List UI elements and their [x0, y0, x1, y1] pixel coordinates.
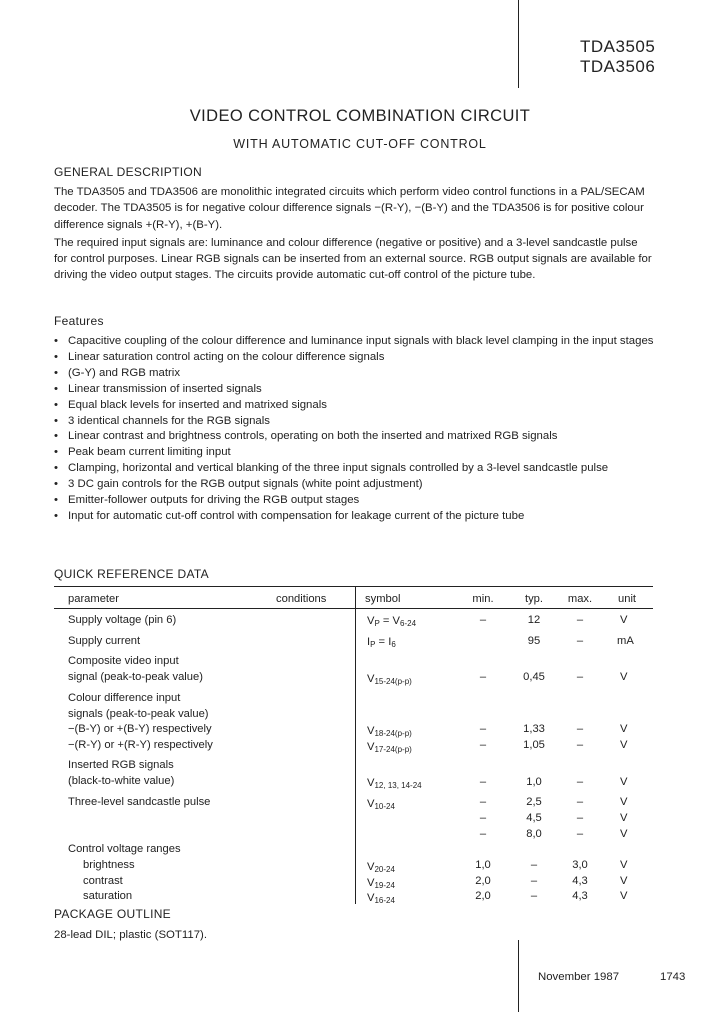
- package-outline-text: 28-lead DIL; plastic (SOT117).: [54, 929, 207, 941]
- column-header: symbol: [365, 593, 401, 605]
- package-outline-heading: PACKAGE OUTLINE: [54, 907, 171, 921]
- max-value: –: [576, 671, 584, 683]
- min-value: –: [479, 796, 487, 808]
- part-number: TDA3505: [580, 37, 656, 56]
- part-number: TDA3506: [580, 57, 656, 76]
- unit-value: V: [620, 875, 628, 887]
- param-contrast: contrast: [83, 875, 123, 887]
- param-sandcastle: Three-level sandcastle pulse: [68, 796, 211, 808]
- unit-value: V: [620, 776, 628, 788]
- min-value: 1,0: [475, 859, 491, 871]
- unit-value: V: [620, 828, 628, 840]
- typ-value: –: [530, 859, 538, 871]
- list-item: • Peak beam current limiting input: [54, 445, 664, 461]
- footer-date: November 1987: [538, 971, 620, 983]
- typ-value: 12: [527, 614, 541, 626]
- param-composite-video-detail: signal (peak-to-peak value): [68, 671, 203, 683]
- description-paragraph: The TDA3505 and TDA3506 are monolithic integrated circuits which perform video control functions in a PAL/SECAM decoder. The TDA3505 is for negative colour difference signals −(R-Y), −(B-Y) and the TDA3506 is for positive colour difference signals +(R-Y), +(B-Y).: [54, 186, 645, 231]
- column-header: min.: [472, 593, 494, 605]
- unit-value: V: [620, 890, 628, 902]
- column-header: unit: [618, 593, 637, 605]
- typ-value: 8,0: [526, 828, 542, 840]
- document-subtitle: WITH AUTOMATIC CUT-OFF CONTROL: [233, 137, 487, 151]
- column-header: conditions: [276, 593, 327, 605]
- typ-value: –: [530, 875, 538, 887]
- table-header-rule: [54, 608, 653, 609]
- table-top-rule: [54, 586, 653, 587]
- unit-value: V: [620, 671, 628, 683]
- param-inserted-rgb-detail: (black-to-white value): [68, 775, 175, 787]
- typ-value: 1,0: [526, 776, 542, 788]
- param-saturation: saturation: [83, 890, 133, 902]
- column-header: parameter: [68, 593, 119, 605]
- symbol-r-y: $V_{17-24(p-p)}$: [367, 741, 412, 754]
- list-item: • Emitter-follower outputs for driving the RGB output stages: [54, 493, 664, 509]
- list-item: • Clamping, horizontal and vertical blanking of the three input signals controlled by a 3-level sandcastle pulse: [54, 461, 664, 477]
- param-r-y: −(R-Y) or +(R-Y) respectively: [68, 739, 213, 751]
- list-item: • Equal black levels for inserted and matrixed signals: [54, 398, 664, 414]
- list-item: • Input for automatic cut-off control with compensation for leakage current of the picture tube: [54, 509, 664, 525]
- param-supply-voltage: Supply voltage (pin 6): [68, 614, 177, 626]
- column-header: typ.: [524, 593, 544, 605]
- min-value: –: [479, 671, 487, 683]
- max-value: 4,3: [572, 890, 588, 902]
- list-item: • Linear contrast and brightness controls, operating on both the inserted and matrixed RGB signals: [54, 429, 664, 445]
- symbol-inserted-rgb: $V_{12, 13, 14-24}$: [367, 777, 422, 790]
- typ-value: 1,05: [523, 739, 545, 751]
- max-value: –: [576, 796, 584, 808]
- unit-value: V: [620, 614, 628, 626]
- symbol-composite-video: $V_{15-24(p-p)}$: [367, 673, 412, 686]
- list-item: • Capacitive coupling of the colour difference and luminance input signals with black level clamping in the input stages: [54, 334, 664, 350]
- symbol-brightness: $V_{20-24}$: [367, 861, 395, 874]
- list-item: • (G-Y) and RGB matrix: [54, 366, 664, 382]
- max-value: 4,3: [572, 875, 588, 887]
- unit-value: V: [620, 812, 628, 824]
- min-value: –: [479, 739, 487, 751]
- param-colour-difference: Colour difference input: [68, 692, 181, 704]
- max-value: –: [576, 614, 584, 626]
- symbol-saturation: $V_{16-24}$: [367, 892, 395, 905]
- typ-value: 4,5: [526, 812, 542, 824]
- typ-value: 0,45: [523, 671, 545, 683]
- typ-value: –: [530, 890, 538, 902]
- list-item: • Linear saturation control acting on the colour difference signals: [54, 350, 664, 366]
- unit-value: mA: [617, 635, 634, 647]
- column-header: max.: [567, 593, 593, 605]
- quick-reference-heading: QUICK REFERENCE DATA: [54, 567, 209, 581]
- symbol-contrast: $V_{19-24}$: [367, 877, 395, 890]
- symbol-supply-current: $I_P = I_6$: [367, 636, 396, 649]
- typ-value: 1,33: [523, 723, 545, 735]
- features-list: [54, 334, 664, 525]
- typ-value: 95: [527, 635, 541, 647]
- max-value: –: [576, 828, 584, 840]
- param-composite-video: Composite video input: [68, 655, 179, 667]
- typ-value: 2,5: [526, 796, 542, 808]
- max-value: –: [576, 723, 584, 735]
- min-value: –: [479, 614, 487, 626]
- header-rule: [518, 0, 519, 88]
- table-column-divider: [355, 586, 356, 904]
- features-heading: Features: [54, 314, 104, 328]
- list-item: • 3 identical channels for the RGB signals: [54, 414, 664, 430]
- param-control-voltage: Control voltage ranges: [68, 843, 181, 855]
- document-title: VIDEO CONTROL COMBINATION CIRCUIT: [189, 107, 531, 125]
- symbol-b-y: $V_{18-24(p-p)}$: [367, 725, 412, 738]
- unit-value: V: [620, 723, 628, 735]
- general-description-heading: GENERAL DESCRIPTION: [54, 165, 202, 179]
- page-number: 1743: [660, 971, 686, 983]
- list-item: • 3 DC gain controls for the RGB output signals (white point adjustment): [54, 477, 664, 493]
- max-value: –: [576, 812, 584, 824]
- param-supply-current: Supply current: [68, 635, 141, 647]
- param-inserted-rgb: Inserted RGB signals: [68, 759, 174, 771]
- min-value: 2,0: [475, 890, 491, 902]
- max-value: –: [576, 739, 584, 751]
- unit-value: V: [620, 739, 628, 751]
- min-value: –: [479, 723, 487, 735]
- description-paragraph: The required input signals are: luminance and colour difference (negative or positive) and a 3-level sandcastle pulse for control purposes. Linear RGB signals can be inserted from an external source. RGB output signals are available for driving the video output stages. The circuits provide automatic cut-off control of the picture tube.: [54, 236, 652, 282]
- param-b-y: −(B-Y) or +(B-Y) respectively: [68, 723, 212, 735]
- list-item: • Linear transmission of inserted signals: [54, 382, 664, 398]
- max-value: 3,0: [572, 859, 588, 871]
- param-colour-difference-detail: signals (peak-to-peak value): [68, 708, 209, 720]
- max-value: –: [576, 776, 584, 788]
- param-brightness: brightness: [83, 859, 135, 871]
- min-value: –: [479, 776, 487, 788]
- unit-value: V: [620, 859, 628, 871]
- unit-value: V: [620, 796, 628, 808]
- min-value: –: [479, 812, 487, 824]
- min-value: 2,0: [475, 875, 491, 887]
- max-value: –: [576, 635, 584, 647]
- general-description: [54, 184, 654, 284]
- symbol-sandcastle: $V_{10-24}$: [367, 798, 395, 811]
- symbol-supply-voltage: $V_P = V_{6-24}$: [367, 615, 417, 628]
- footer-rule: [518, 940, 519, 1012]
- min-value: –: [479, 828, 487, 840]
